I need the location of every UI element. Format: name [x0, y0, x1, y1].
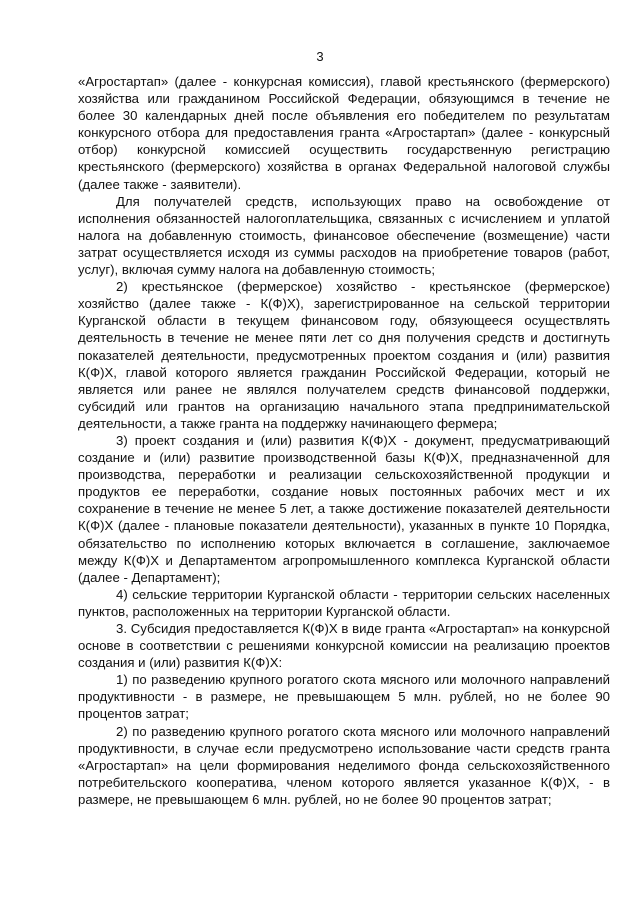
paragraph-definition-kfh: 2) крестьянское (фермерское) хозяйство - крестьянское (фермерское) хозяйство (далее также - К(Ф)Х), зарегистрированное на сельской территории Курганской области в текущем финансовом году, обязующееся осуществлять деятельность в течение не менее пяти лет со дня получения средств и достигнуть показателей деятельности, предусмотренных проектом создания и (или) развития К(Ф)Х, главой которого является гражданин Российской Федерации, который не является или ранее не являлся получателем средств финансовой поддержки, субсидий или грантов на организацию начального этапа предпринимательской деятельности, а также гранта на поддержку начинающего фермера;	[78, 279, 610, 431]
paragraph-vat-note: Для получателей средств, использующих право на освобождение от исполнения обязанностей налогоплательщика, связанных с исчислением и уплатой налога на добавленную стоимость, финансовое обеспечение (возмещение) части затрат осуществляется исходя из суммы расходов на приобретение товаров (работ, услуг), включая сумму налога на добавленную стоимость;	[78, 193, 610, 278]
paragraph-subclause-1: 1) по разведению крупного рогатого скота мясного или молочного направлений продуктивности - в размере, не превышающем 5 млн. рублей, но не более 90 процентов затрат;	[78, 672, 610, 722]
paragraph-clause-3: 3. Субсидия предоставляется К(Ф)Х в виде гранта «Агростартап» на конкурсной основе в соответствии с решениями конкурсной комиссии на реализацию проектов создания и (или) развития К(Ф)Х:	[78, 621, 610, 671]
paragraph-definition-rural-territories: 4) сельские территории Курганской области - территории сельских населенных пунктов, расположенных на территории Курганской области.	[78, 586, 610, 619]
document-body	[78, 73, 610, 808]
paragraph-definition-project: 3) проект создания и (или) развития К(Ф)Х - документ, предусматривающий создание и (или) развитие производственной базы К(Ф)Х, предназначенной для производства, переработки и реализации сельскохозяйственной продукции и продуктов ее переработки, создание новых постоянных рабочих мест и их сохранение в течение не менее 5 лет, а также достижение показателей деятельности К(Ф)Х (далее - плановые показатели деятельности), указанных в пункте 10 Порядка, обязательство по исполнению которых включается в соглашение, заключаемое между К(Ф)Х и Департаментом агропромышленного комплекса Курганской области (далее - Департамент);	[78, 432, 610, 585]
paragraph-subclause-2: 2) по разведению крупного рогатого скота мясного или молочного направлений продуктивности, в случае если предусмотрено использование части средств гранта «Агростартап» на цели формирования неделимого фонда сельскохозяйственного потребительского кооператива, членом которого является указанное К(Ф)Х, - в размере, не превышающем 6 млн. рублей, но не более 90 процентов затрат;	[78, 723, 610, 807]
page-number: 3	[316, 49, 324, 64]
paragraph-commission-continuation: «Агростартап» (далее - конкурсная комиссия), главой крестьянского (фермерского) хозяйства или гражданином Российской Федерации, обязующимся в течение не более 30 календарных дней после объявления его победителем по результатам конкурсного отбора для предоставления гранта «Агростартап» (далее - конкурсный отбор) конкурсной комиссией осуществить государственную регистрацию крестьянского (фермерского) хозяйства в органах Федеральной налоговой службы (далее также - заявители).	[78, 74, 610, 192]
